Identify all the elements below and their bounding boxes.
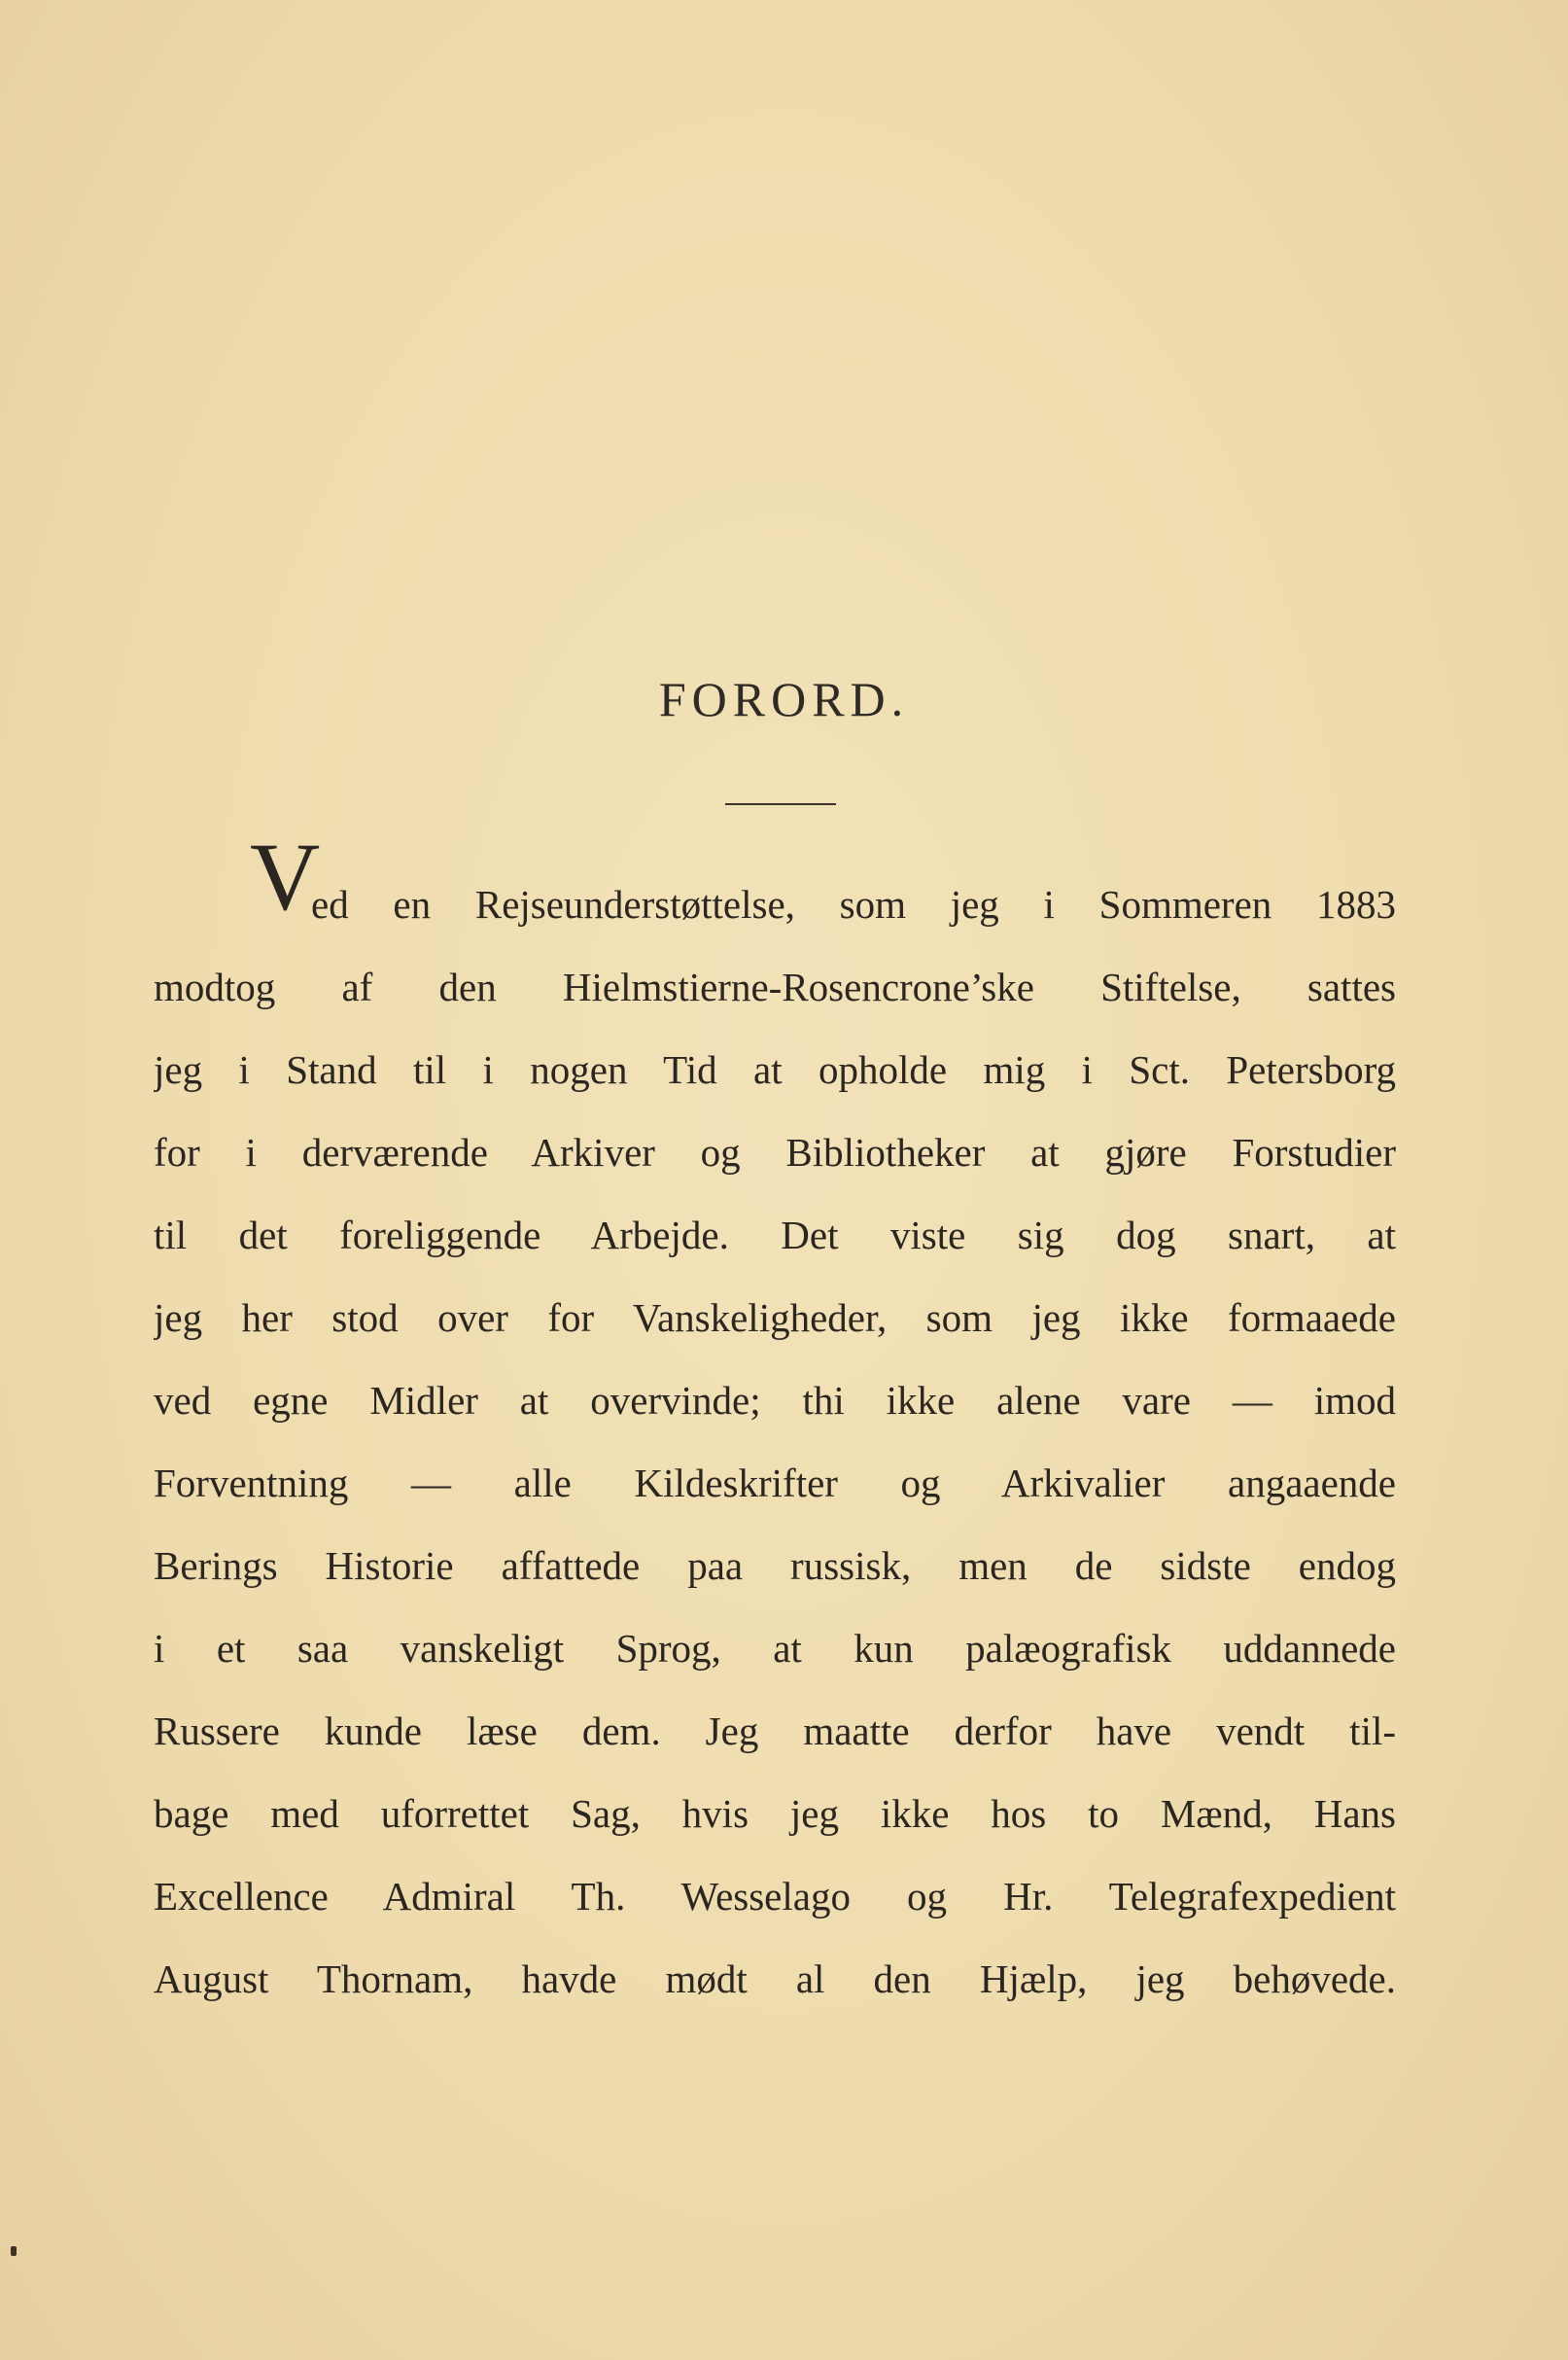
text-line-14: August Thornam, havde mødt al den Hjælp, jeg behøvede. <box>154 1956 1396 2001</box>
page-speck <box>11 2246 17 2256</box>
text-line-4: for i derværende Arkiver og Bibliotheker at gjøre Forstudier <box>154 1130 1396 1175</box>
text-line-10: i et saa vanskeligt Sprog, at kun palæografisk uddannede <box>154 1626 1396 1671</box>
text-line-2: modtog af den Hielmstierne-Rosencrone’ske Stiftelse, sattes <box>154 965 1396 1009</box>
text-line-12: bage med uforrettet Sag, hvis jeg ikke hos to Mænd, Hans <box>154 1791 1396 1836</box>
text-line-1: ed en Rejseunderstøttelse, som jeg i Sommeren 1883 <box>311 882 1396 927</box>
page-title: FORORD. <box>658 672 910 726</box>
text-line-7: ved egne Midler at overvinde; thi ikke alene vare — imod <box>154 1378 1396 1423</box>
text-line-9: Berings Historie affattede paa russisk, men de sidste endog <box>154 1543 1396 1588</box>
text-line-8: Forventning — alle Kildeskrifter og Arkivalier angaaende <box>154 1461 1396 1505</box>
title-divider <box>725 803 836 805</box>
text-line-13: Excellence Admiral Th. Wesselago og Hr. Telegrafexpedient <box>154 1874 1396 1919</box>
text-line-6: jeg her stod over for Vanskeligheder, som jeg ikke formaaede <box>154 1295 1396 1340</box>
text-line-5: til det foreliggende Arbejde. Det viste sig dog snart, at <box>154 1213 1396 1257</box>
drop-cap: V <box>250 823 321 931</box>
text-line-3: jeg i Stand til i nogen Tid at opholde mig i Sct. Petersborg <box>154 1047 1396 1092</box>
text-line-11: Russere kunde læse dem. Jeg maatte derfor have vendt til- <box>154 1708 1396 1753</box>
